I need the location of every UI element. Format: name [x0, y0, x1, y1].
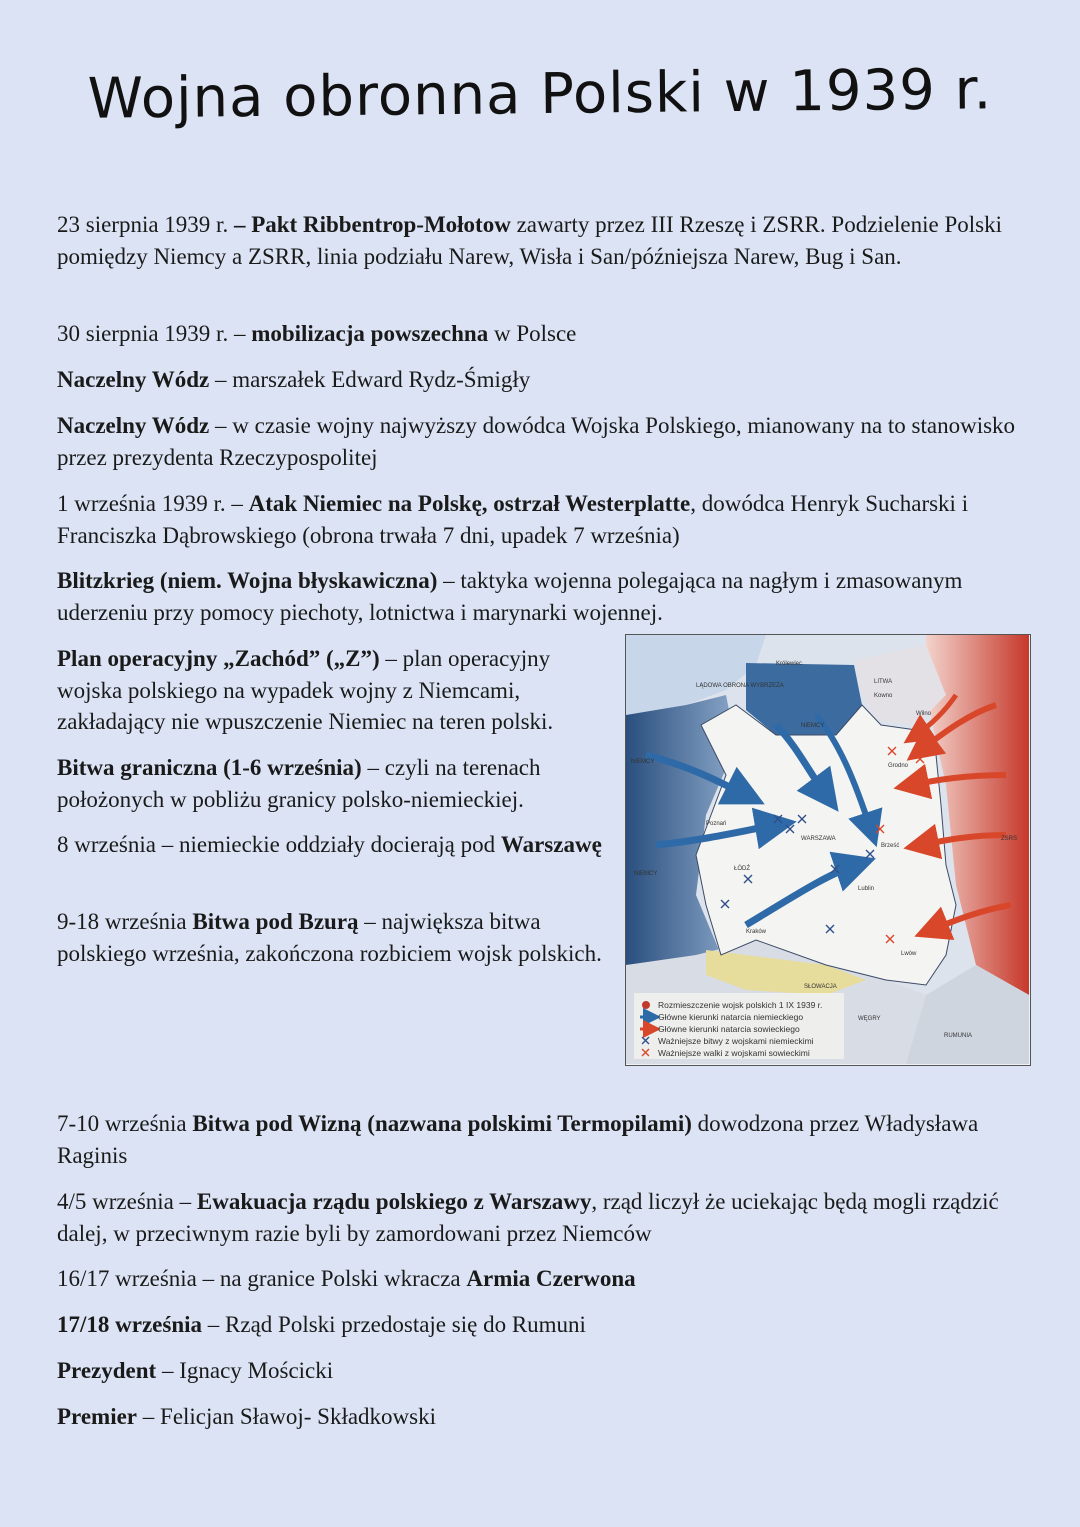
- text: 8 września – niemieckie oddziały docierają pod: [57, 832, 501, 857]
- entry-bzura: [57, 906, 612, 969]
- bold-text: Ewakuacja rządu polskiego z Warszawy: [196, 1189, 592, 1214]
- text: – plan operacyjny wojska polskiego na wypadek wojny z Niemcami, zakładający nie wpuszczenie Niemiec na teren polski.: [57, 646, 554, 734]
- text: 23 sierpnia 1939 r.: [57, 212, 234, 237]
- bold-text: Naczelny Wódz: [57, 413, 210, 438]
- map-label-lwow: Lwów: [901, 951, 917, 957]
- map-label-niemcy-sw: NIEMCY: [634, 871, 658, 877]
- bold-text: Bitwa graniczna (1-6 września): [57, 755, 362, 780]
- entry-plan-zachod: [57, 643, 612, 738]
- map-label-zsrs: ZSRS: [1001, 836, 1018, 842]
- text: 9-18 września: [57, 909, 193, 934]
- bold-text: Plan operacyjny „Zachód” („Z”): [57, 646, 380, 671]
- text: – Rząd Polski przedostaje się do Rumuni: [202, 1312, 586, 1337]
- entry-prezydent: [57, 1355, 1017, 1387]
- entry-westerplatte: [57, 488, 1017, 551]
- map-label-grodno: Grodno: [888, 763, 909, 769]
- entry-wizna: [57, 1108, 1017, 1171]
- map-label-litwa: LITWA: [874, 679, 893, 685]
- map-label-krolewiec: Królewiec: [776, 661, 803, 667]
- text: zawarty przez III Rzeszę i ZSRR. Podzielenie Polski pomiędzy Niemcy a ZSRR, linia podziału Narew, Wisła i San/późniejsza Narew, Bug i San.: [57, 212, 1002, 269]
- entry-rumunia: [57, 1309, 1017, 1341]
- campaign-map-svg: [626, 635, 1029, 1064]
- bold-text: 17/18 września: [57, 1312, 203, 1337]
- bold-text: Prezydent: [57, 1358, 157, 1383]
- text: , dowódca Henryk Sucharski i Franciszka Dąbrowskiego (obrona trwała 7 dni, upadek 7 września): [57, 491, 969, 548]
- entry-warszawa: [57, 829, 612, 861]
- entry-armia-czerwona: [57, 1263, 1017, 1295]
- bold-text: Bitwa pod Wizną (nazwana polskimi Termopilami): [192, 1111, 692, 1136]
- bold-text: mobilizacja powszechna: [251, 321, 489, 346]
- map-label-niemcy-w: NIEMCY: [631, 759, 655, 765]
- poland-territory: [696, 705, 956, 985]
- legend-army-icon: [642, 1001, 650, 1009]
- text: – czyli na terenach położonych w pobliżu granicy polsko-niemieckiej.: [57, 755, 541, 812]
- entry-bitwa-graniczna: [57, 752, 612, 815]
- map-legend: [634, 993, 844, 1059]
- text: w Polsce: [488, 321, 577, 346]
- text: 16/17 września – na granice Polski wkracza: [57, 1266, 467, 1291]
- legend-item-2: Główne kierunki natarcia niemieckiego: [658, 1012, 804, 1022]
- map-label-warszawa: WARSZAWA: [801, 836, 836, 842]
- bold-text: – Pakt Ribbentrop-Mołotow: [233, 212, 511, 237]
- text: 7-10 września: [57, 1111, 193, 1136]
- entry-premier: [57, 1401, 1017, 1433]
- text: – marszałek Edward Rydz-Śmigły: [209, 367, 531, 392]
- map-label-lublin: Lublin: [858, 886, 875, 892]
- map-label-poznan: Poznań: [706, 821, 727, 827]
- text: 4/5 września –: [57, 1189, 197, 1214]
- bold-text: Warszawę: [500, 832, 602, 857]
- text: – Felicjan Sławoj- Składkowski: [137, 1404, 437, 1429]
- bold-text: Blitzkrieg (niem. Wojna błyskawiczna): [57, 568, 438, 593]
- legend-item-1: Rozmieszczenie wojsk polskich 1 IX 1939 r.: [658, 1000, 823, 1010]
- bold-text: Atak Niemiec na Polskę, ostrzał Westerplatte: [248, 491, 691, 516]
- text: dowodzona przez Władysława Raginis: [57, 1111, 979, 1168]
- map-label-lodz: ŁÓDŹ: [734, 866, 751, 872]
- text: – taktyka wojenna polegająca na nagłym i zmasowanym uderzeniu przy pomocy piechoty, lotnictwa i marynarki wojennej.: [57, 568, 963, 625]
- entry-naczelny-wodz-definicja: [57, 410, 1017, 473]
- text: 1 września 1939 r. –: [57, 491, 249, 516]
- entry-ewakuacja: [57, 1186, 1017, 1249]
- entry-pakt: [57, 209, 1017, 272]
- entry-naczelny-wodz: [57, 364, 1017, 396]
- bold-text: Premier: [57, 1404, 138, 1429]
- map-label-slowacja: SŁOWACJA: [804, 984, 837, 990]
- text: , rząd liczył że uciekając będą mogli rządzić dalej, w przeciwnym razie byli by zamordowani przez Niemców: [57, 1189, 999, 1246]
- text: – Ignacy Mościcki: [156, 1358, 334, 1383]
- map-label-brzesc: Brześć: [881, 843, 900, 849]
- legend-item-3: Główne kierunki natarcia sowieckiego: [658, 1024, 800, 1034]
- map-label-krakow: Kraków: [746, 929, 767, 935]
- map-label-wilno: Wilno: [916, 711, 932, 717]
- legend-item-4: Ważniejsze bitwy z wojskami niemieckimi: [658, 1036, 814, 1046]
- map-label-rumunia: RUMUNIA: [944, 1033, 972, 1039]
- text: – w czasie wojny najwyższy dowódca Wojska Polskiego, mianowany na to stanowisko przez prezydenta Rzeczypospolitej: [57, 413, 1016, 470]
- text: – największa bitwa polskiego września, zakończona rozbiciem wojsk polskich.: [57, 909, 602, 966]
- bold-text: Bitwa pod Bzurą: [192, 909, 359, 934]
- bold-text: Armia Czerwona: [466, 1266, 636, 1291]
- bold-text: Naczelny Wódz: [57, 367, 210, 392]
- page-title: Wojna obronna Polski w 1939 r.: [87, 57, 993, 132]
- map-label-wybrzeze: LĄDOWA OBRONA WYBRZEŻA: [696, 683, 784, 689]
- entry-mobilizacja: [57, 318, 1017, 350]
- map-label-wegry: WĘGRY: [858, 1016, 881, 1022]
- text: 30 sierpnia 1939 r. –: [57, 321, 252, 346]
- map-label-niemcy-n: NIEMCY: [801, 723, 825, 729]
- map-label-kowno: Kowno: [874, 693, 893, 699]
- campaign-map: [625, 634, 1031, 1066]
- entry-blitzkrieg: [57, 565, 1017, 628]
- legend-item-5: Ważniejsze walki z wojskami sowieckimi: [658, 1048, 810, 1058]
